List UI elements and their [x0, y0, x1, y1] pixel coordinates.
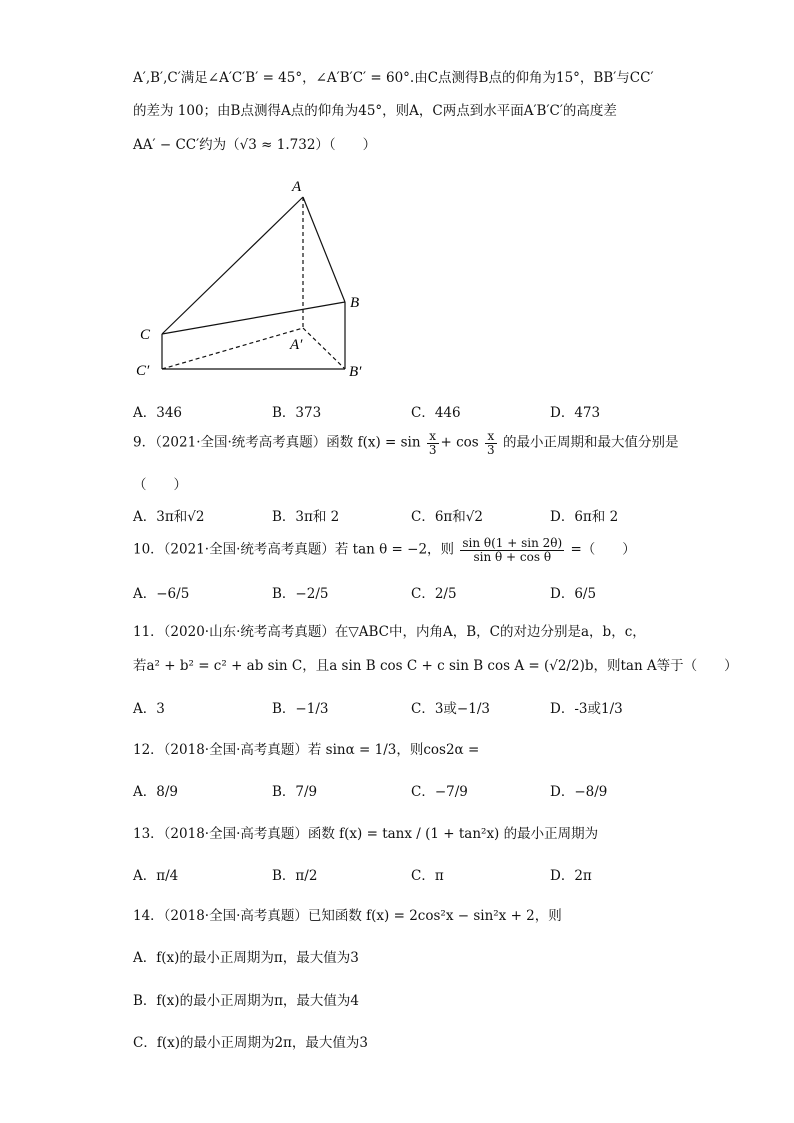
q11-stem: 11．（2020·山东·统考高考真题）在▽ABC中，内角A，B，C的对边分别是a，b，c， — [133, 624, 646, 640]
label-A: A — [292, 179, 302, 195]
q13-stem: 13．（2018·全国·高考真题）函数 f(x) = tanx / (1 + tan²x) 的最小正周期为 — [133, 826, 599, 842]
q9-paren: （ ） — [133, 477, 187, 493]
label-C: C — [140, 327, 151, 343]
q9-option-b[interactable]: B．3π和 2 — [272, 509, 340, 525]
q8-option-d[interactable]: D．473 — [550, 405, 601, 421]
q12-option-b[interactable]: B．7/9 — [272, 784, 318, 800]
q10-stem-b: =（ ） — [570, 541, 636, 558]
q14-option-a[interactable]: A．f(x)的最小正周期为π，最大值为3 — [133, 950, 359, 966]
q9-option-d[interactable]: D．6π和 2 — [550, 509, 619, 525]
q14-option-c[interactable]: C．f(x)的最小正周期为2π，最大值为3 — [133, 1035, 369, 1051]
q10-option-c[interactable]: C．2/5 — [411, 586, 457, 602]
q8-option-c[interactable]: C．446 — [411, 405, 461, 421]
q10-stem-a: 10．（2021·全国·统考高考真题）若 tan θ = −2，则 — [133, 541, 455, 558]
q8-option-a[interactable]: A．346 — [133, 405, 183, 421]
q10-stem — [133, 537, 636, 563]
q11-option-c[interactable]: C．3或−1/3 — [411, 701, 490, 717]
q13-option-c[interactable]: C．π — [411, 868, 444, 884]
label-B: B — [350, 295, 360, 311]
q13-option-b[interactable]: B．π/2 — [272, 868, 318, 884]
q11-stem-2: 若a² + b² = c² + ab sin C，且a sin B cos C + c sin B cos A = (√2/2)b，则tan A等于（ ） — [133, 658, 738, 674]
q11-option-b[interactable]: B．−1/3 — [272, 701, 329, 717]
q12-option-c[interactable]: C．−7/9 — [411, 784, 468, 800]
q10-option-a[interactable]: A．−6/5 — [133, 586, 190, 602]
intro-line-3: AA′ − CC′约为（√3 ≈ 1.732）（ ） — [133, 137, 377, 153]
q10-frac-den: sin θ + cos θ — [473, 549, 552, 564]
triangular-prism-figure — [0, 168, 794, 398]
q9-stem-b: 的最小正周期和最大值分别是 — [502, 434, 679, 451]
q13-option-a[interactable]: A．π/4 — [133, 868, 179, 884]
q14-option-b[interactable]: B．f(x)的最小正周期为π，最大值为4 — [133, 993, 360, 1009]
q12-option-d[interactable]: D．−8/9 — [550, 784, 608, 800]
q12-stem: 12．（2018·全国·高考真题）若 sinα = 1/3，则cos2α = — [133, 742, 480, 758]
q11-option-d[interactable]: D．-3或1/3 — [550, 701, 623, 717]
q11-option-a[interactable]: A．3 — [133, 701, 165, 717]
intro-line-2: 的差为 100；由B点测得A点的仰角为45°，则A，C两点到水平面A′B′C′的高度差 — [133, 103, 617, 119]
q9-stem: 9．（2021·全国·统考高考真题）函数 f(x) = sin $\frac{x}{3}$ + cos $\frac{x}{3}$ 的最小正周期和最大值分别是 — [133, 429, 679, 457]
q10-frac-num: sin θ(1 + sin 2θ) — [462, 536, 563, 550]
q10-option-b[interactable]: B．−2/5 — [272, 586, 329, 602]
q13-option-d[interactable]: D．2π — [550, 868, 592, 884]
q8-option-b[interactable]: B．373 — [272, 405, 322, 421]
q9-option-a[interactable]: A．3π和√2 — [133, 509, 205, 525]
q9-stem-a: 9．（2021·全国·统考高考真题）函数 f(x) = sin — [133, 434, 421, 451]
intro-line-1: A′,B′,C′满足∠A′C′B′ = 45°，∠A′B′C′ = 60°.由C点测得B点的仰角为15°，BB′与CC′ — [133, 70, 654, 86]
label-C-prime: C′ — [136, 363, 150, 379]
q10-option-d[interactable]: D．6/5 — [550, 586, 597, 602]
q14-stem: 14．（2018·全国·高考真题）已知函数 f(x) = 2cos²x − sin²x + 2，则 — [133, 908, 562, 924]
q12-option-a[interactable]: A．8/9 — [133, 784, 178, 800]
q9-option-c[interactable]: C．6π和√2 — [411, 509, 483, 525]
label-B-prime: B′ — [349, 364, 362, 380]
label-A-prime: A′ — [290, 337, 303, 353]
